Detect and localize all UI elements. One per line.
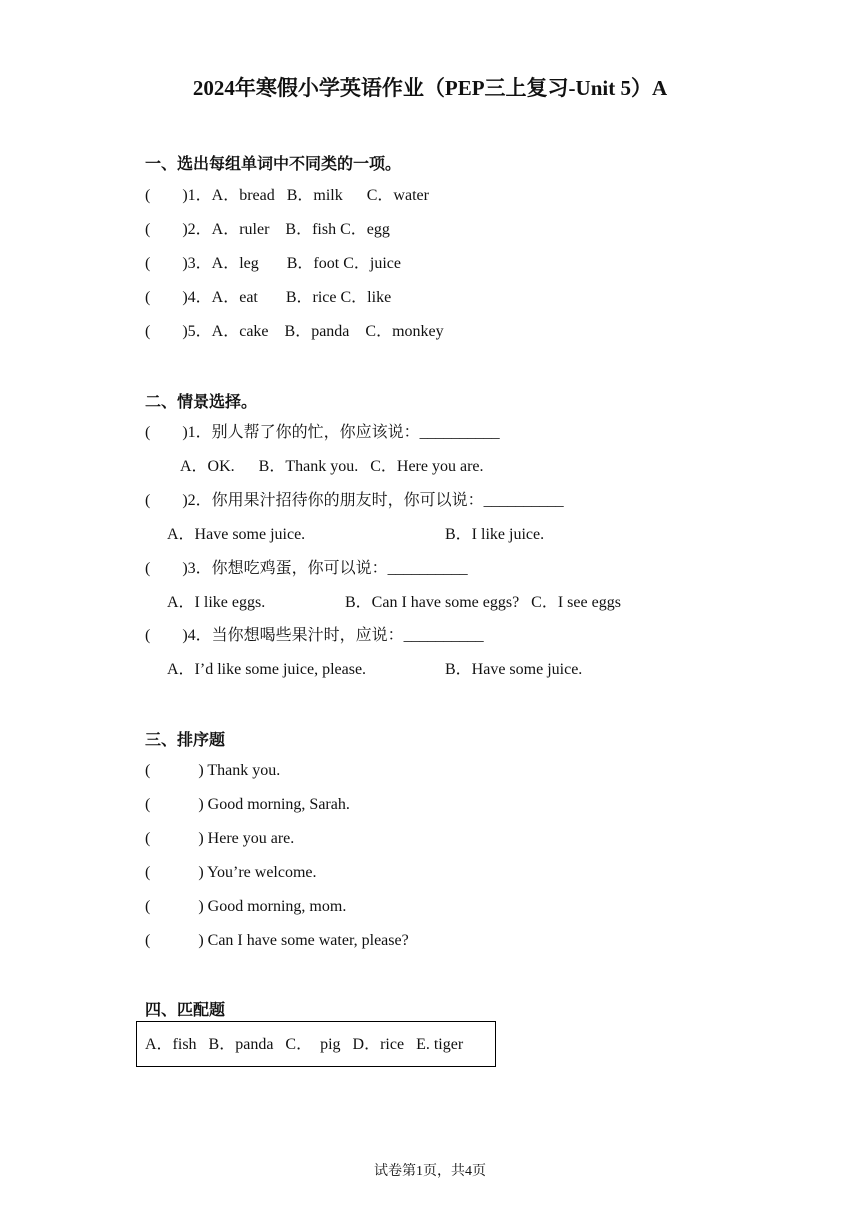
- s2-question-1-options: A．OK. B．Thank you. C．Here you are.: [180, 458, 484, 475]
- s3-item-1: ( ) Thank you.: [145, 762, 281, 779]
- s3-item-3: ( ) Here you are.: [145, 830, 295, 847]
- section-1-heading: 一、选出每组单词中不同类的一项。: [145, 154, 402, 173]
- s1-question-3: ( )3．A．leg B．foot C．juice: [145, 255, 401, 272]
- s1-question-5: ( )5．A．cake B．panda C．monkey: [145, 323, 444, 340]
- s1-question-4: ( )4．A．eat B．rice C．like: [145, 289, 392, 306]
- s3-item-2: ( ) Good morning, Sarah.: [145, 796, 350, 813]
- s3-item-5: ( ) Good morning, mom.: [145, 898, 347, 915]
- s2-question-2-option-a: A．Have some juice.: [167, 526, 306, 543]
- s3-item-4: ( ) You’re welcome.: [145, 864, 317, 881]
- s2-question-3-option-a: A．I like eggs.: [167, 594, 266, 611]
- word-bank-box: [136, 1021, 496, 1067]
- section-2-heading: 二、情景选择。: [145, 392, 258, 411]
- page-footer: 试卷第1页，共4页: [374, 1164, 486, 1179]
- s2-question-4: ( )4．当你想喝些果汁时，应说：__________: [145, 627, 484, 644]
- section-4-heading: 四、匹配题: [145, 1000, 226, 1019]
- s1-question-2: ( )2．A．ruler B．fish C．egg: [145, 221, 390, 238]
- s2-question-2: ( )2．你用果汁招待你的朋友时，你可以说：__________: [145, 492, 564, 509]
- s2-question-3-options-bc: B．Can I have some eggs? C．I see eggs: [345, 594, 621, 611]
- s2-question-3: ( )3．你想吃鸡蛋，你可以说：__________: [145, 560, 468, 577]
- s1-question-1: ( )1．A．bread B．milk C．water: [145, 187, 429, 204]
- section-3-heading: 三、排序题: [145, 730, 226, 749]
- s2-question-2-option-b: B．I like juice.: [445, 526, 545, 543]
- s2-question-4-option-a: A．I’d like some juice, please.: [167, 661, 367, 678]
- s2-question-4-option-b: B．Have some juice.: [445, 661, 583, 678]
- s2-question-1: ( )1．别人帮了你的忙，你应该说：__________: [145, 424, 500, 441]
- s3-item-6: ( ) Can I have some water, please?: [145, 932, 409, 949]
- page-title: 2024年寒假小学英语作业（PEP三上复习-Unit 5）A: [192, 76, 668, 100]
- word-bank-text: A．fish B．panda C． pig D．rice E. tiger: [145, 1036, 464, 1053]
